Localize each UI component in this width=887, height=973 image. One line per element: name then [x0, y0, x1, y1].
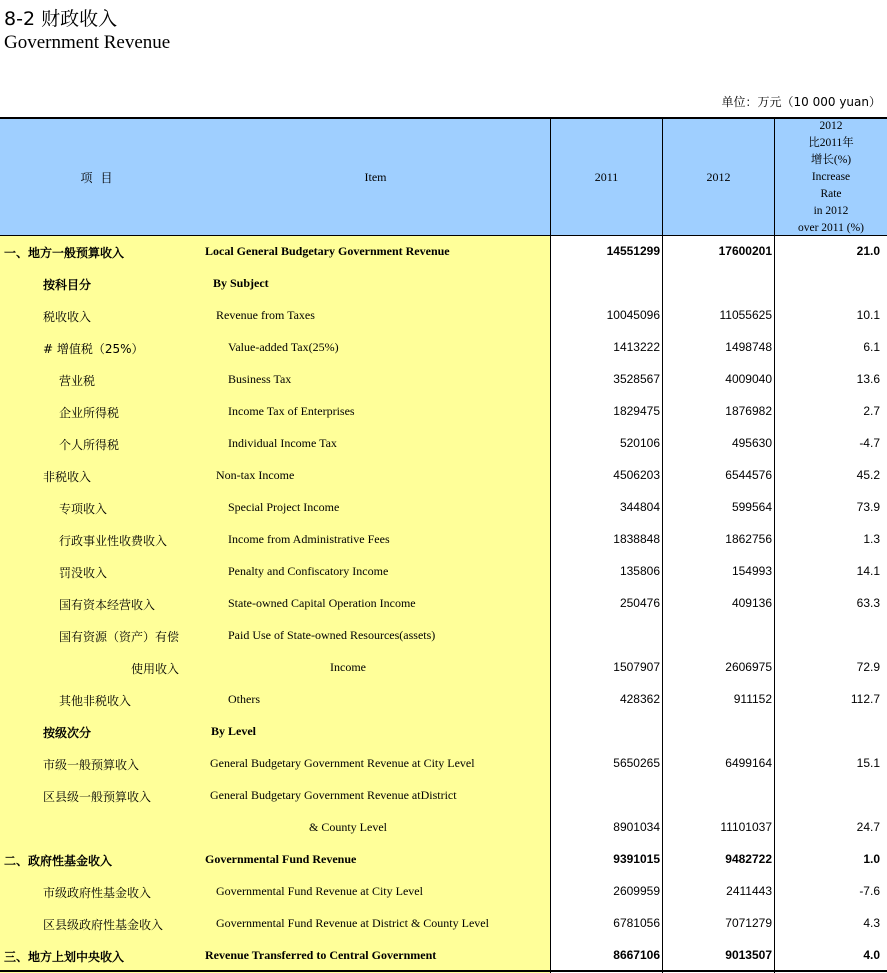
row-label-en: Business Tax [228, 372, 292, 386]
row-label-cn: 按级次分 [43, 726, 92, 740]
value-2011: 9391015 [613, 852, 660, 866]
value-2011: 428362 [619, 692, 660, 706]
table-row [0, 428, 887, 460]
value-2012: 154993 [731, 564, 772, 578]
value-2012: 11055625 [719, 308, 772, 322]
row-label-cn: # 增值税（25%） [43, 342, 144, 356]
table-row [0, 588, 887, 620]
value-2012: 1862756 [725, 532, 772, 546]
value-2012: 6544576 [725, 468, 772, 482]
row-label-cn: 按科目分 [43, 278, 92, 292]
row-label-cn: 个人所得税 [59, 438, 120, 452]
value-rate: 1.3 [863, 532, 880, 546]
table-row [0, 716, 887, 748]
row-label-cn: 税收收入 [43, 310, 92, 324]
value-rate: -7.6 [859, 884, 880, 898]
row-label-en: Others [228, 692, 260, 706]
value-2012: 9013507 [725, 948, 772, 962]
table-bottom-rule [0, 970, 887, 972]
row-label-en: General Budgetary Government Revenue atDistrict [210, 788, 457, 802]
row-label-en: Revenue Transferred to Central Government [205, 948, 437, 962]
value-2012: 9482722 [725, 852, 772, 866]
row-label-cn: 企业所得税 [59, 406, 120, 420]
row-label-cn: 使用收入 [131, 662, 180, 676]
table-row [0, 652, 887, 684]
page-title-en: Government Revenue [4, 32, 171, 53]
row-label-en: State-owned Capital Operation Income [228, 596, 416, 610]
row-label-cn: 区县级一般预算收入 [43, 790, 152, 804]
value-rate: 112.7 [850, 692, 880, 706]
row-label-en: Governmental Fund Revenue at District & County Level [216, 916, 489, 930]
value-2012: 1498748 [725, 340, 772, 354]
row-label-cn: 市级一般预算收入 [43, 758, 140, 772]
table-row [0, 364, 887, 396]
row-label-en: & County Level [309, 820, 387, 834]
value-rate: 4.0 [863, 948, 880, 962]
header-rate-line: Increase [811, 170, 851, 183]
value-2012: 599564 [731, 500, 772, 514]
header-2012: 2012 [663, 117, 775, 236]
row-label-en: Special Project Income [228, 500, 340, 514]
value-2012: 6499164 [725, 756, 772, 770]
value-rate: 72.9 [856, 660, 880, 674]
value-2011: 1507907 [613, 660, 660, 674]
header-rate-line: over 2011 (%) [798, 221, 864, 234]
row-label-en: By Level [211, 724, 256, 738]
header-rate-line: 比2011年 [808, 136, 854, 149]
row-label-en: Value-added Tax(25%) [228, 340, 339, 354]
value-2011: 135806 [619, 564, 660, 578]
row-label-en: Income [330, 660, 366, 674]
row-label-cn: 区县级政府性基金收入 [43, 918, 164, 932]
value-rate: 2.7 [863, 404, 880, 418]
row-label-cn: 国有资本经营收入 [59, 598, 156, 612]
table-row [0, 684, 887, 716]
value-2011: 8667106 [613, 948, 660, 962]
table-row [0, 908, 887, 940]
unit-label: 单位：万元（10 000 yuan） [721, 95, 881, 109]
value-rate: 13.6 [856, 372, 880, 386]
header-item-cn: 项目 [0, 117, 201, 236]
value-2011: 3528567 [613, 372, 660, 386]
value-2012: 495630 [731, 436, 772, 450]
row-label-en: Governmental Fund Revenue at City Level [216, 884, 423, 898]
row-label-cn: 行政事业性收费收入 [59, 534, 168, 548]
header-item-en: Item [201, 117, 551, 236]
row-label-en: General Budgetary Government Revenue at City Level [210, 756, 475, 770]
table-row [0, 556, 887, 588]
value-2011: 2609959 [613, 884, 660, 898]
table-row [0, 844, 887, 876]
value-2011: 1413222 [613, 340, 660, 354]
value-2011: 5650265 [613, 756, 660, 770]
value-2011: 1838848 [613, 532, 660, 546]
row-label-cn: 其他非税收入 [59, 694, 132, 708]
value-2012: 2606975 [725, 660, 772, 674]
table-row [0, 620, 887, 652]
value-rate: 10.1 [856, 308, 880, 322]
header-2011: 2011 [551, 117, 663, 236]
table-row [0, 300, 887, 332]
value-2011: 10045096 [606, 308, 660, 322]
row-label-cn: 专项收入 [59, 502, 108, 516]
row-label-cn: 国有资源（资产）有偿 [59, 630, 180, 644]
row-label-en: Governmental Fund Revenue [205, 852, 357, 866]
row-label-cn: 一、地方一般预算收入 [4, 246, 125, 260]
value-rate: 1.0 [863, 852, 880, 866]
value-rate: 63.3 [856, 596, 880, 610]
row-label-en: Income from Administrative Fees [228, 532, 390, 546]
value-rate: 73.9 [856, 500, 880, 514]
header-rate-line: 2012 [819, 119, 843, 132]
value-2012: 911152 [733, 692, 772, 706]
header-rate-line: Rate [820, 187, 842, 200]
value-rate: 24.7 [856, 820, 880, 834]
table-row [0, 236, 887, 268]
value-rate: 6.1 [863, 340, 880, 354]
table-row [0, 780, 887, 812]
table-row [0, 396, 887, 428]
value-2012: 17600201 [718, 244, 772, 258]
value-2012: 11101037 [720, 820, 772, 834]
value-2011: 1829475 [613, 404, 660, 418]
table-row [0, 332, 887, 364]
value-2011: 520106 [619, 436, 660, 450]
row-label-cn: 非税收入 [43, 470, 92, 484]
header-increase-rate [775, 117, 887, 236]
row-label-cn: 营业税 [59, 374, 96, 388]
value-2011: 8901034 [613, 820, 660, 834]
table-row [0, 492, 887, 524]
value-rate: 15.1 [856, 756, 880, 770]
table-row [0, 940, 887, 972]
page-title-cn: 8-2 财政收入 [4, 8, 118, 30]
value-2011: 6781056 [613, 916, 660, 930]
value-2011: 344804 [619, 500, 660, 514]
value-2012: 1876982 [725, 404, 772, 418]
row-label-en: Penalty and Confiscatory Income [228, 564, 389, 578]
table-row [0, 524, 887, 556]
header-rate-line: 增长(%) [810, 153, 852, 166]
row-label-en: Paid Use of State-owned Resources(assets) [228, 628, 436, 642]
value-2012: 7071279 [725, 916, 772, 930]
row-label-cn: 市级政府性基金收入 [43, 886, 152, 900]
row-label-en: Revenue from Taxes [216, 308, 315, 322]
table-row [0, 876, 887, 908]
value-rate: 4.3 [863, 916, 880, 930]
row-label-en: Individual Income Tax [228, 436, 337, 450]
value-2012: 409136 [731, 596, 772, 610]
row-label-cn: 二、政府性基金收入 [4, 854, 113, 868]
table-row [0, 748, 887, 780]
value-2012: 4009040 [725, 372, 772, 386]
row-label-en: Local General Budgetary Government Revenue [205, 244, 450, 258]
value-rate: 14.1 [856, 564, 880, 578]
table-row [0, 812, 887, 844]
value-2011: 250476 [619, 596, 660, 610]
table-row [0, 460, 887, 492]
row-label-cn: 罚没收入 [59, 566, 108, 580]
row-label-cn: 三、地方上划中央收入 [4, 950, 125, 964]
value-2012: 2411443 [726, 884, 772, 898]
revenue-table [0, 117, 887, 973]
header-rate-line: in 2012 [813, 204, 849, 217]
row-label-en: Income Tax of Enterprises [228, 404, 355, 418]
value-2011: 14551299 [606, 244, 660, 258]
value-rate: -4.7 [859, 436, 880, 450]
table-row [0, 268, 887, 300]
value-rate: 45.2 [856, 468, 880, 482]
value-rate: 21.0 [856, 244, 880, 258]
value-2011: 4506203 [613, 468, 660, 482]
row-label-en: By Subject [213, 276, 269, 290]
row-label-en: Non-tax Income [216, 468, 295, 482]
